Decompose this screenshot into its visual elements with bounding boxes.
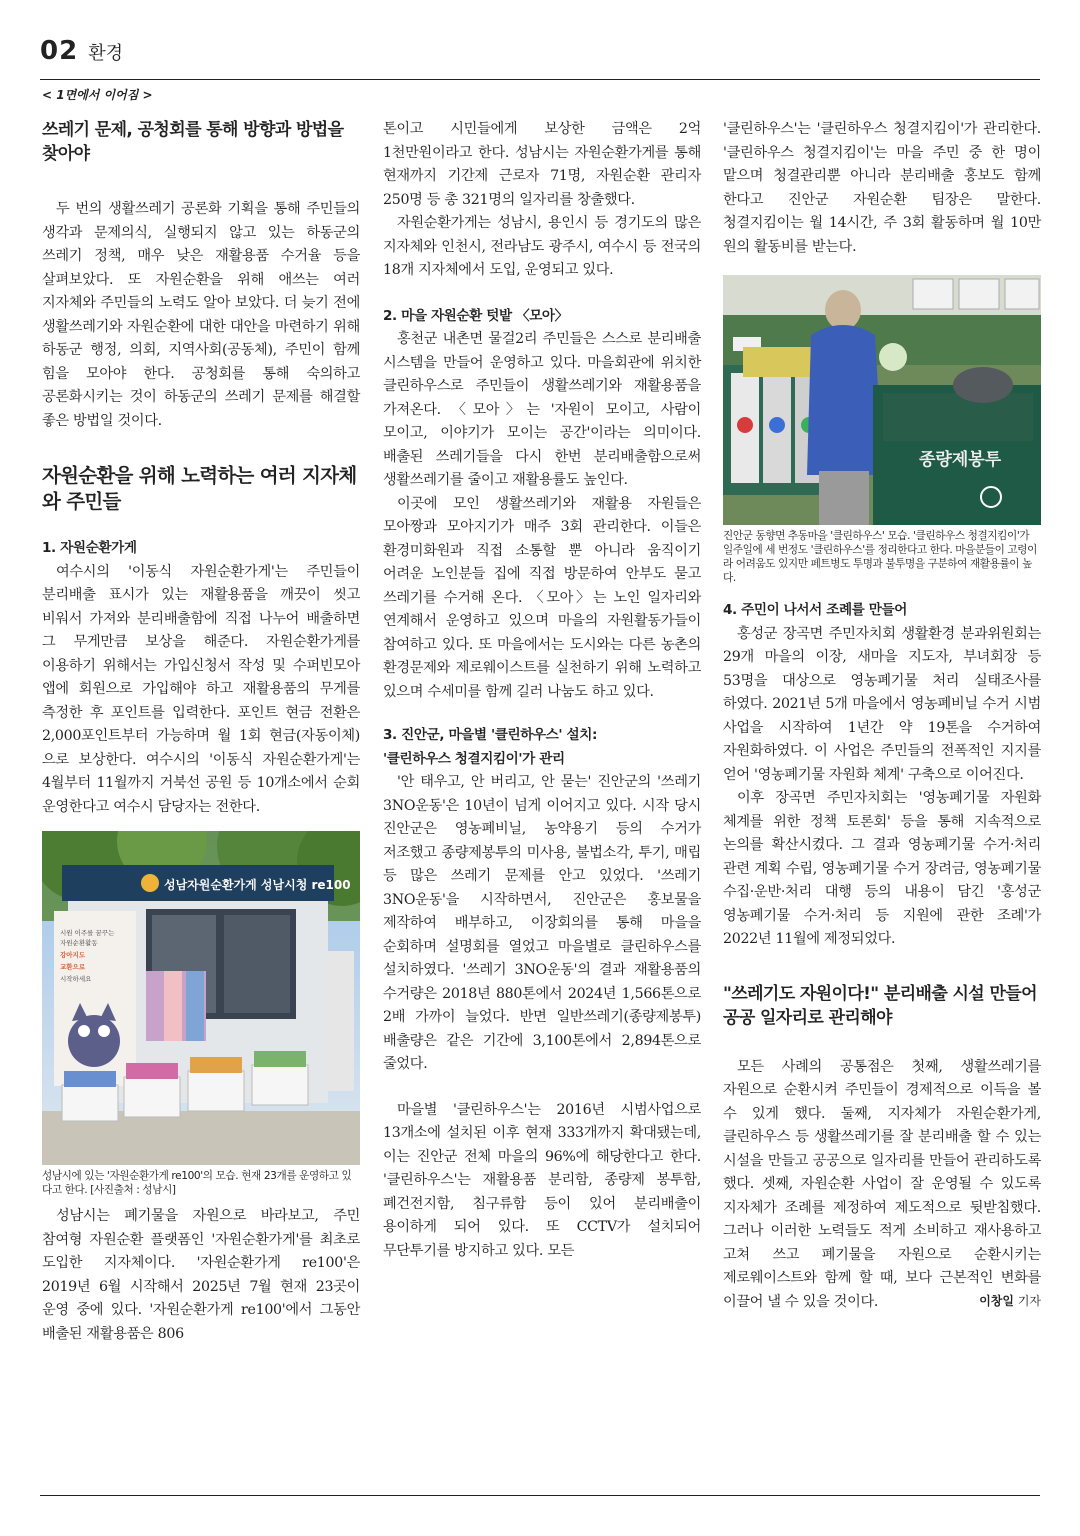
column-1 (42, 118, 360, 1346)
paragraph: 홍천군 내촌면 물걸2리 주민들은 스스로 분리배출 시스템을 만들어 운영하고 있다. 마을회관에 위치한 클린하우스로 주민들이 생활쓰레기와 재활용품을 가져온다. 〈모아〉는 '자원이 모이고, 사람이 모이고, 이야기가 모이는 공간'이라는 의미이다. 배출된 쓰레기들을 다시 한번 분리배출함으로써 생활쓰레기를 줄이고 재활용률도 높인다. (383, 331, 701, 488)
heading-efforts: 자원순환을 위해 노력하는 여러 지자체와 주민들 (42, 464, 357, 513)
paragraph: 이곳에 모인 생활쓰레기와 재활용 자원들은 모아짱과 모아지기가 매주 3회 관리한다. 이들은 환경미화원과 직접 소통할 뿐 아니라 움직이기 어려운 노인분들 집에 직접 방문하여 안부도 묻고 쓰레기를 수거해 온다. 〈모아〉는 노인 일자리와 연계해서 운영하고 있으며 마을의 자원활동가들이 참여하고 있다. 또 마을에서는 도시와는 다른 농촌의 환경문제와 제로웨이스트를 실천하기 위해 노력하고 있으며 수세미를 함께 길러 나눔도 하고 있다. (383, 495, 701, 700)
paragraph: 자원순환가게는 성남시, 용인시 등 경기도의 많은 지자체와 인천시, 전라남도 광주시, 여수시 등 전국의 18개 지자체에서 도입, 운영되고 있다. (383, 215, 701, 278)
item-heading-4: 4. 주민이 나서서 조례를 만들어 (723, 602, 907, 618)
paragraph: 홍성군 장곡면 주민자치회 생활환경 분과위원회는 29개 마을의 이장, 새마을 지도자, 부녀회장 등 53명을 대상으로 영농폐기물 처리 실태조사를 하였다. 2021년 5개 마을에서 영농폐비닐 수거 시범 사업을 시작하여 1년간 약 19톤을 수거하여 자원화하였다. 이 사업은 주민들의 전폭적인 지지를 얻어 '영농폐기물 자원화 체계' 구축으로 이어진다. (723, 625, 1041, 783)
paragraph: 두 번의 생활쓰레기 공론화 기획을 통해 주민들의 생각과 문제의식, 실행되지 않고 있는 하동군의 쓰레기 정책, 매우 낮은 재활용품 수거율 등을 살펴보았다. 또 자원순환을 위해 애쓰는 여러 지자체와 주민들의 노력도 알아 보았다. 더 늦기 전에 생활쓰레기와 자원순환에 대한 대안을 마련하기 위해 하동군 행정, 의회, 지역사회(공동체), 주민이 함께 힘을 모아야 한다. 공청회를 통해 숙의하고 공론화시키는 것이 하동군의 쓰레기 문제를 해결할 좋은 방법일 것이다. (42, 201, 360, 429)
paragraph: '안 태우고, 안 버리고, 안 묻는' 진안군의 '쓰레기 3NO운동'은 10년이 넘게 이어지고 있다. 시작 당시 진안군은 영농폐비닐, 농약용기 등의 수거가 저조했고 종량제봉투의 미사용, 불법소각, 투기, 매립 등 많은 쓰레기 문제를 안고 있었다. '쓰레기 3NO운동'을 시작하면서, 진안군은 홍보물을 제작하여 배부하고, 이장회의를 통해 마을을 순회하며 설명회를 열었고 마을별로 클린하우스를 설치하였다. '쓰레기 3NO운동'의 결과 재활용품의 수거량은 2018년 880톤에서 2024년 1,566톤으로 2배 가까이 늘었다. 반면 일반쓰레기(종량제봉투) 배출량은 같은 기간에 3,100톤에서 2,894톤으로 줄었다. (383, 774, 701, 1072)
paragraph: 여수시의 '이동식 자원순환가게'는 주민들이 분리배출 표시가 있는 재활용품을 깨끗이 씻고 비워서 가져와 분리배출함에 직접 나누어 배출하면 그 무게만큼 보상을 해준다. 자원순환가게를 이용하기 위해서는 가입신청서 작성 및 수퍼빈모아 앱에 회원으로 가입해야 하고 재활용품의 무게를 측정한 후 포인트를 입력한다. 포인트 현금 전환은 2,000포인트부터 가능하며 월 1회 현금(자동이체)으로 보상한다. 여수시의 '이동식 자원순환가게'는 4월부터 11월까지 거북선 공원 등 10개소에서 순회 운영한다고 여수시 담당자는 전한다. (42, 563, 360, 815)
item-heading-2: 2. 마을 자원순환 텃밭 〈모아〉 (383, 307, 568, 324)
item-heading-3-line1: 3. 진안군, 마을별 '클린하우스' 설치: (383, 727, 597, 743)
item-heading-1: 1. 자원순환가게 (42, 540, 137, 556)
header-divider (40, 79, 1040, 80)
paragraph: 성남시는 폐기물을 자원으로 바라보고, 주민 참여형 자원순환 플랫폼인 '자원순환가게'를 최초로 도입한 지자체이다. '자원순환가게 re100'은 2019년 6월 시작해서 2025년 7월 현재 23곳이 운영 중에 있다. '자원순환가게 re100'에서 그동안 배출된 재활용품은 806 (42, 1208, 360, 1342)
paragraph: 이후 장곡면 주민자치회는 '영농폐기물 자원화 체계를 위한 정책 토론회' 등을 통해 지속적으로 논의를 확산시켰다. 그 결과 영농폐기물 수거·처리 관련 계획 수립, 영농폐기물 수거 장려금, 영농폐기물 수집·운반·처리 대행 등의 내용이 담긴 '홍성군 영농폐기물 수거·처리 등 지원에 관한 조례'가 2022년 11월에 제정되었다. (723, 790, 1041, 947)
column-2 (383, 118, 701, 1263)
poster-text: 시원 이주를 꿈꾸는 자원순환활동 강아지도 교환으로 시작하세요 (60, 929, 115, 983)
reporter-name: 이창일 (979, 1294, 1014, 1308)
page-number: 02 (40, 36, 79, 66)
paragraph: '클린하우스'는 '클린하우스 청결지킴이'가 관리한다. '클린하우스 청결지킴이'는 마을 주민 중 한 명이 맡으며 청결관리뿐 아니라 분리배출 홍보도 함께 한다고 진안군 자원순환 팀장은 말한다. 청결지킴이는 월 14시간, 주 3회 활동하며 월 10만 원의 활동비를 받는다. (723, 121, 1041, 255)
footer-divider (40, 1495, 1040, 1496)
bin-label-text: 종량제봉투 (919, 450, 1002, 470)
store-sign-text: 성남자원순환가게 성남시청 re100 (164, 878, 351, 892)
item-heading-3-line2: '클린하우스 청결지킴이'가 관리 (383, 750, 565, 767)
resource-store-photo (42, 831, 360, 1165)
section-name: 환경 (88, 43, 123, 64)
subheading-public-hearing: 쓰레기 문제, 공청회를 통해 방향과 방법을 찾아야 (42, 120, 344, 164)
continued-note: < 1면에서 이어짐 > (42, 88, 153, 102)
reporter-role: 기자 (1017, 1294, 1041, 1308)
subheading-conclusion: "쓰레기도 자원이다!" 분리배출 시설 만들어 공공 일자리로 관리해야 (723, 983, 1037, 1028)
photo-caption: 진안군 동향면 추동마을 '클린하우스' 모습. '클린하우스 청결지킴이'가 일주일에 세 번정도 '클린하우스'를 정리한다고 한다. 마을분들이 고령이라 어려움도 있지만 페트병도 투명과 불투명을 구분하여 재활용률이 높다. (723, 530, 1037, 584)
photo-caption: 성남시에 있는 '자원순환가게 re100'의 모습. 현재 23개를 운영하고 있다고 한다. [사진출처 : 성남시] (42, 1170, 352, 1196)
clean-house-photo (723, 275, 1041, 525)
paragraph: 모든 사례의 공통점은 첫째, 생활쓰레기를 자원으로 순환시켜 주민들이 경제적으로 이득을 볼 수 있게 했다. 둘째, 지자체가 자원순환가게, 클린하우스 등 생활쓰레기를 잘 분리배출 할 수 있는 시설을 만들고 공공으로 일자리를 만들어 관리하도록 했다. 셋째, 자원순환 사업이 잘 운영될 수 있도록 지자체가 조례를 제정하여 제도적으로 뒷받침했다. 그러나 이러한 노력들도 적게 소비하고 재사용하고 고쳐 쓰고 폐기물을 자원으로 순환시키는 제로웨이스트와 함께 할 때, 보다 근본적인 변화를 이끌어 낼 수 있을 것이다. (723, 1058, 1041, 1310)
page-header (40, 36, 1040, 76)
paragraph: 톤이고 시민들에게 보상한 금액은 2억 1천만원이라고 한다. 성남시는 자원순환가게를 통해 현재까지 기간제 근로자 71명, 자원순환 관리자 250명 등 총 321명의 일자리를 창출했다. (383, 121, 701, 208)
column-3 (723, 118, 1041, 1309)
paragraph: 마을별 '클린하우스'는 2016년 시범사업으로 13개소에 설치된 이후 현재 333개까지 확대됐는데, 이는 진안군 전체 마을의 96%에 해당한다고 한다. '클린하우스'는 재활용품 분리함, 종량제 봉투함, 폐건전지함, 침구류함 등이 있어 분리배출이 용이하게 되어 있다. 또 CCTV가 설치되어 무단투기를 방지하고 있다. 모든 (383, 1101, 701, 1259)
